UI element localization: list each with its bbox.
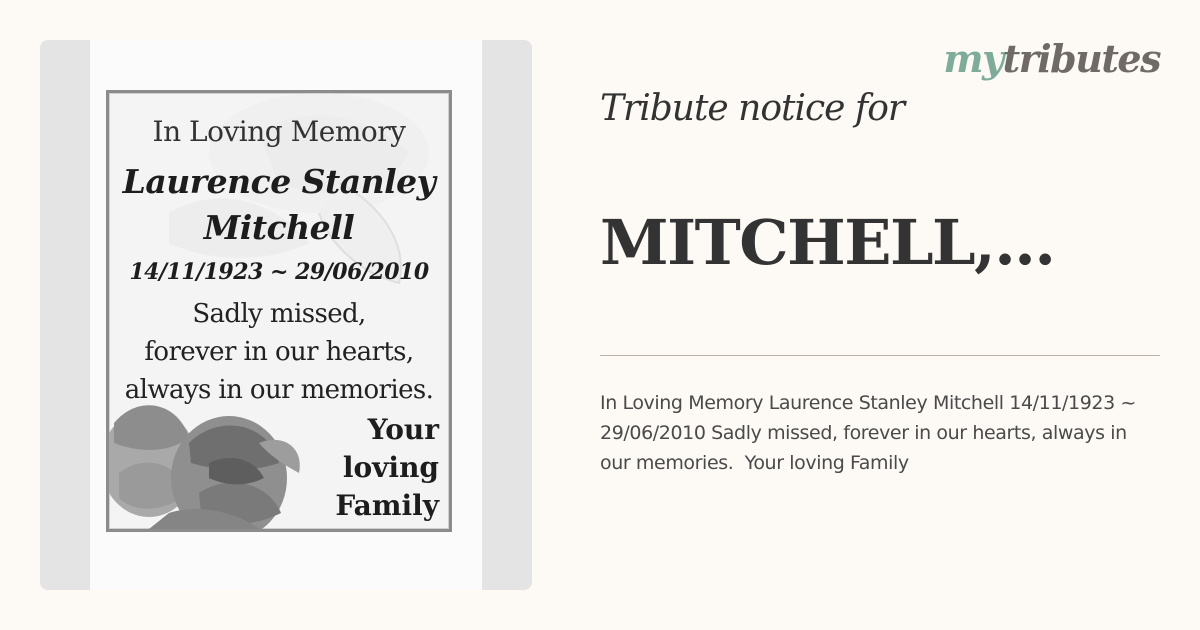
brand-logo[interactable] xyxy=(943,36,1160,81)
tribute-name: MITCHELL,... xyxy=(600,206,1055,279)
notice-signoff-line: Your xyxy=(367,413,439,446)
notice-frame xyxy=(106,90,452,532)
brand-logo-prefix: my xyxy=(943,36,1003,81)
notice-dates: 14/11/1923 ~ 29/06/2010 xyxy=(129,259,429,285)
notice-paper xyxy=(90,40,482,590)
brand-logo-suffix: tributes xyxy=(1002,36,1160,81)
notice-name-line: Laurence Stanley xyxy=(122,162,436,201)
notice-name-line: Mitchell xyxy=(203,208,355,247)
tribute-label: Tribute notice for xyxy=(600,88,905,129)
notice-verse-line: forever in our hearts, xyxy=(144,337,414,367)
divider xyxy=(600,355,1160,356)
notice-heading: In Loving Memory xyxy=(152,115,406,148)
notice-deceased-name xyxy=(109,159,449,251)
notice-signoff xyxy=(309,411,439,525)
notice-signoff-line: Family xyxy=(335,489,439,522)
tribute-summary: In Loving Memory Laurence Stanley Mitchell 14/11/1923 ~ 29/06/2010 Sadly missed, forever in our hearts, always in our memories. Your loving Family xyxy=(600,392,1142,474)
notice-verse-line: always in our memories. xyxy=(124,375,434,405)
notice-image-panel xyxy=(40,40,532,590)
notice-verse-line: Sadly missed, xyxy=(192,299,366,329)
notice-verse xyxy=(109,295,449,409)
notice-signoff-line: loving xyxy=(342,451,439,484)
